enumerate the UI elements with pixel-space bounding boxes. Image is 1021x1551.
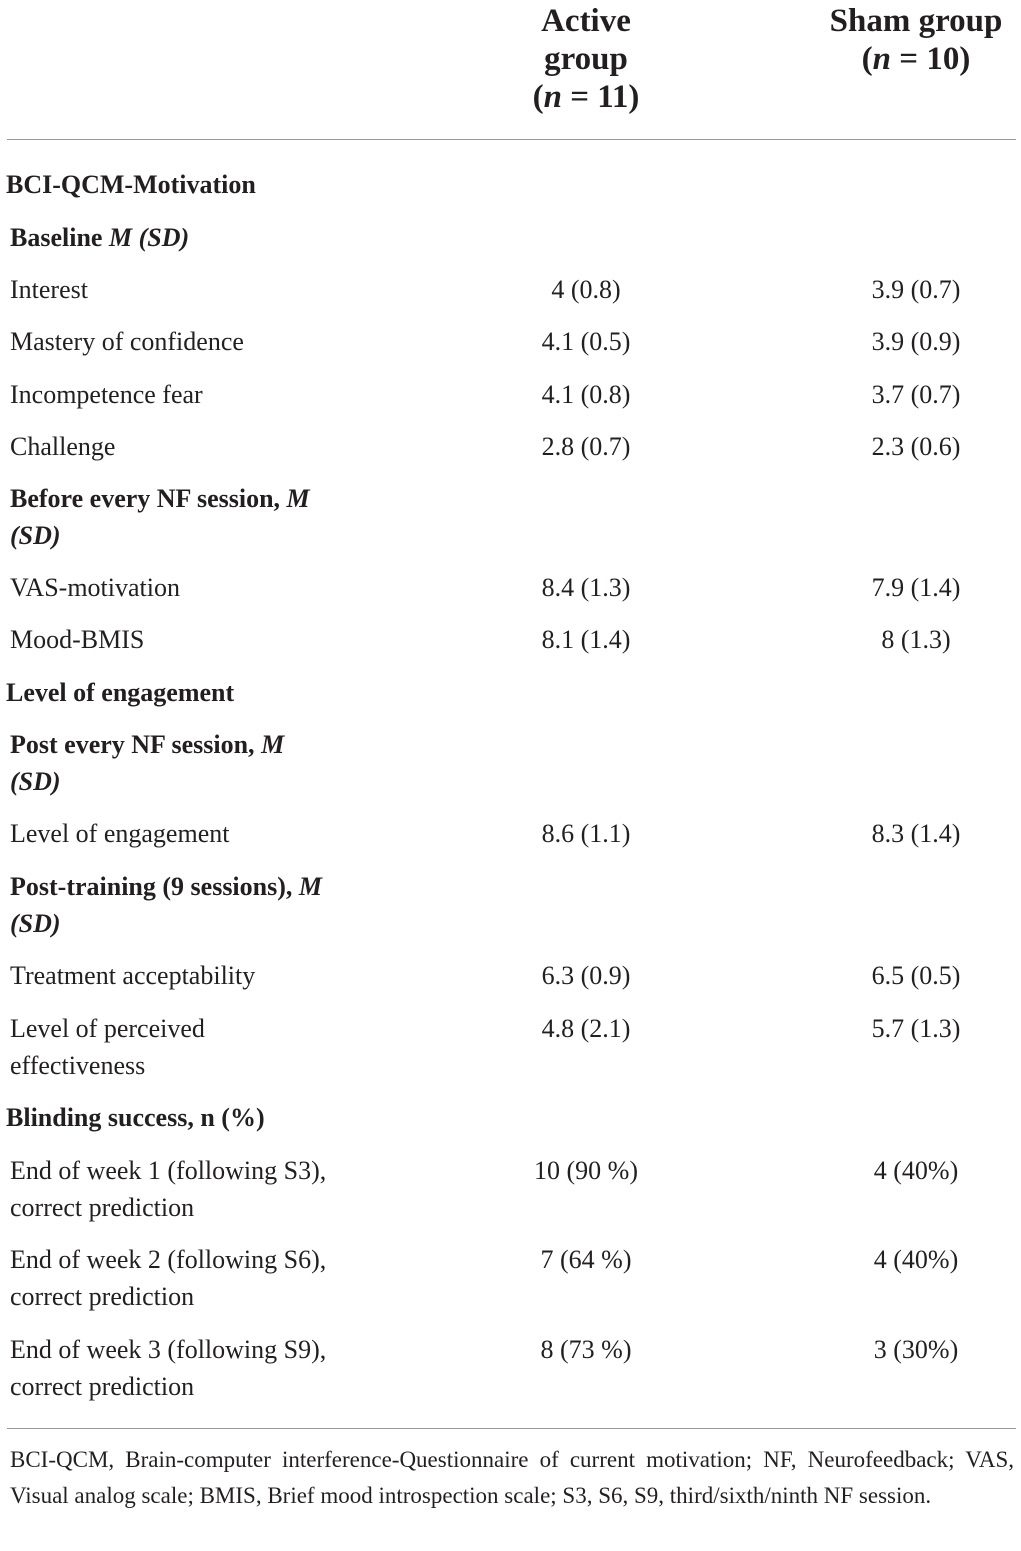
sham-value: 2.3 (0.6) bbox=[871, 432, 961, 461]
sham-header-n: (n = 10) bbox=[861, 41, 971, 77]
sham-value: 3.9 (0.9) bbox=[871, 327, 961, 356]
active-n-value: = 11 bbox=[561, 79, 629, 115]
sham-n-value: = 10 bbox=[891, 41, 960, 77]
active-value: 6.3 (0.9) bbox=[541, 961, 631, 990]
active-header-n: (n = 11) bbox=[532, 79, 640, 115]
table-footnote: BCI-QCM, Brain-computer interference-Questionnaire of current motivation; NF, Neurofeedback; VAS, Visual analog scale; BMIS, Brief mood introspection scale; S3, S6, S9, third/sixth/ninth NF session. bbox=[10, 1447, 1014, 1508]
subheader-text: Before every NF session, bbox=[10, 484, 287, 513]
sham-n-label: n bbox=[872, 41, 892, 77]
row-label: Challenge bbox=[10, 432, 116, 461]
active-value: 10 (90 %) bbox=[534, 1156, 638, 1185]
row-label: Mood-BMIS bbox=[10, 625, 145, 654]
row-label-line2: correct prediction bbox=[10, 1282, 195, 1311]
row-label-line1: End of week 3 (following S9), bbox=[10, 1335, 327, 1364]
active-group-header bbox=[486, 2, 686, 116]
subheader-text: Post-training (9 sessions), bbox=[10, 872, 299, 901]
subheader-italic-sd: (SD) bbox=[10, 521, 61, 550]
active-value: 8.1 (1.4) bbox=[541, 625, 631, 654]
header-divider bbox=[7, 139, 1016, 140]
active-n-label: n bbox=[543, 79, 562, 115]
sham-value: 6.5 (0.5) bbox=[871, 961, 961, 990]
row-label-line2: effectiveness bbox=[10, 1051, 146, 1080]
row-label bbox=[10, 1241, 370, 1315]
row-label-line1: End of week 1 (following S3), bbox=[10, 1156, 327, 1185]
sham-value: 8 (1.3) bbox=[881, 625, 951, 654]
row-label: VAS-motivation bbox=[10, 573, 180, 602]
active-value: 4 (0.8) bbox=[551, 275, 621, 304]
sham-value: 3.7 (0.7) bbox=[871, 380, 961, 409]
active-value: 8 (73 %) bbox=[540, 1335, 632, 1364]
active-value: 8.6 (1.1) bbox=[541, 819, 631, 848]
row-label-line1: Level of perceived bbox=[10, 1014, 205, 1043]
section-label: Level of engagement bbox=[6, 678, 235, 707]
sham-group-header bbox=[806, 2, 1021, 78]
subheader-italic-m: M bbox=[286, 484, 310, 513]
sham-value: 3 (30%) bbox=[873, 1335, 959, 1364]
row-label: Level of engagement bbox=[10, 819, 230, 848]
sham-value: 4 (40%) bbox=[873, 1245, 959, 1274]
sham-header-line1: Sham group bbox=[829, 3, 1003, 39]
subheader-label bbox=[10, 868, 370, 942]
row-label: Incompetence fear bbox=[10, 380, 203, 409]
row-label-line1: End of week 2 (following S6), bbox=[10, 1245, 327, 1274]
sham-value: 5.7 (1.3) bbox=[871, 1014, 961, 1043]
active-value: 4.1 (0.8) bbox=[541, 380, 631, 409]
subheader-italic-m: M bbox=[261, 730, 285, 759]
section-label: BCI-QCM-Motivation bbox=[6, 170, 256, 199]
subheader-text: Post every NF session, bbox=[10, 730, 262, 759]
row-label-line2: correct prediction bbox=[10, 1372, 195, 1401]
active-value: 8.4 (1.3) bbox=[541, 573, 631, 602]
sham-value: 8.3 (1.4) bbox=[871, 819, 961, 848]
subheader-italic-sd: (SD) bbox=[10, 767, 61, 796]
row-label bbox=[10, 1331, 370, 1405]
row-label-line2: correct prediction bbox=[10, 1193, 195, 1222]
subheader-label bbox=[10, 219, 370, 256]
active-value: 2.8 (0.7) bbox=[541, 432, 631, 461]
footer-divider bbox=[7, 1428, 1016, 1429]
row-label: Mastery of confidence bbox=[10, 327, 244, 356]
row-label bbox=[10, 1010, 370, 1084]
subheader-italic: M (SD) bbox=[108, 223, 190, 252]
subheader-italic-m: M bbox=[298, 872, 323, 901]
subheader-italic-sd: (SD) bbox=[10, 909, 61, 938]
sham-value: 7.9 (1.4) bbox=[871, 573, 961, 602]
sham-value: 4 (40%) bbox=[873, 1156, 959, 1185]
active-header-line2: group bbox=[544, 41, 628, 77]
subheader-label bbox=[10, 480, 370, 554]
active-value: 7 (64 %) bbox=[540, 1245, 632, 1274]
section-label: Blinding success, n (%) bbox=[6, 1103, 265, 1132]
subheader-text: Baseline bbox=[10, 223, 109, 252]
active-value: 4.1 (0.5) bbox=[541, 327, 631, 356]
active-header-line1: Active bbox=[541, 3, 631, 39]
row-label bbox=[10, 1152, 370, 1226]
active-value: 4.8 (2.1) bbox=[541, 1014, 631, 1043]
row-label: Interest bbox=[10, 275, 88, 304]
subheader-label bbox=[10, 726, 370, 800]
sham-value: 3.9 (0.7) bbox=[871, 275, 961, 304]
row-label: Treatment acceptability bbox=[10, 961, 256, 990]
